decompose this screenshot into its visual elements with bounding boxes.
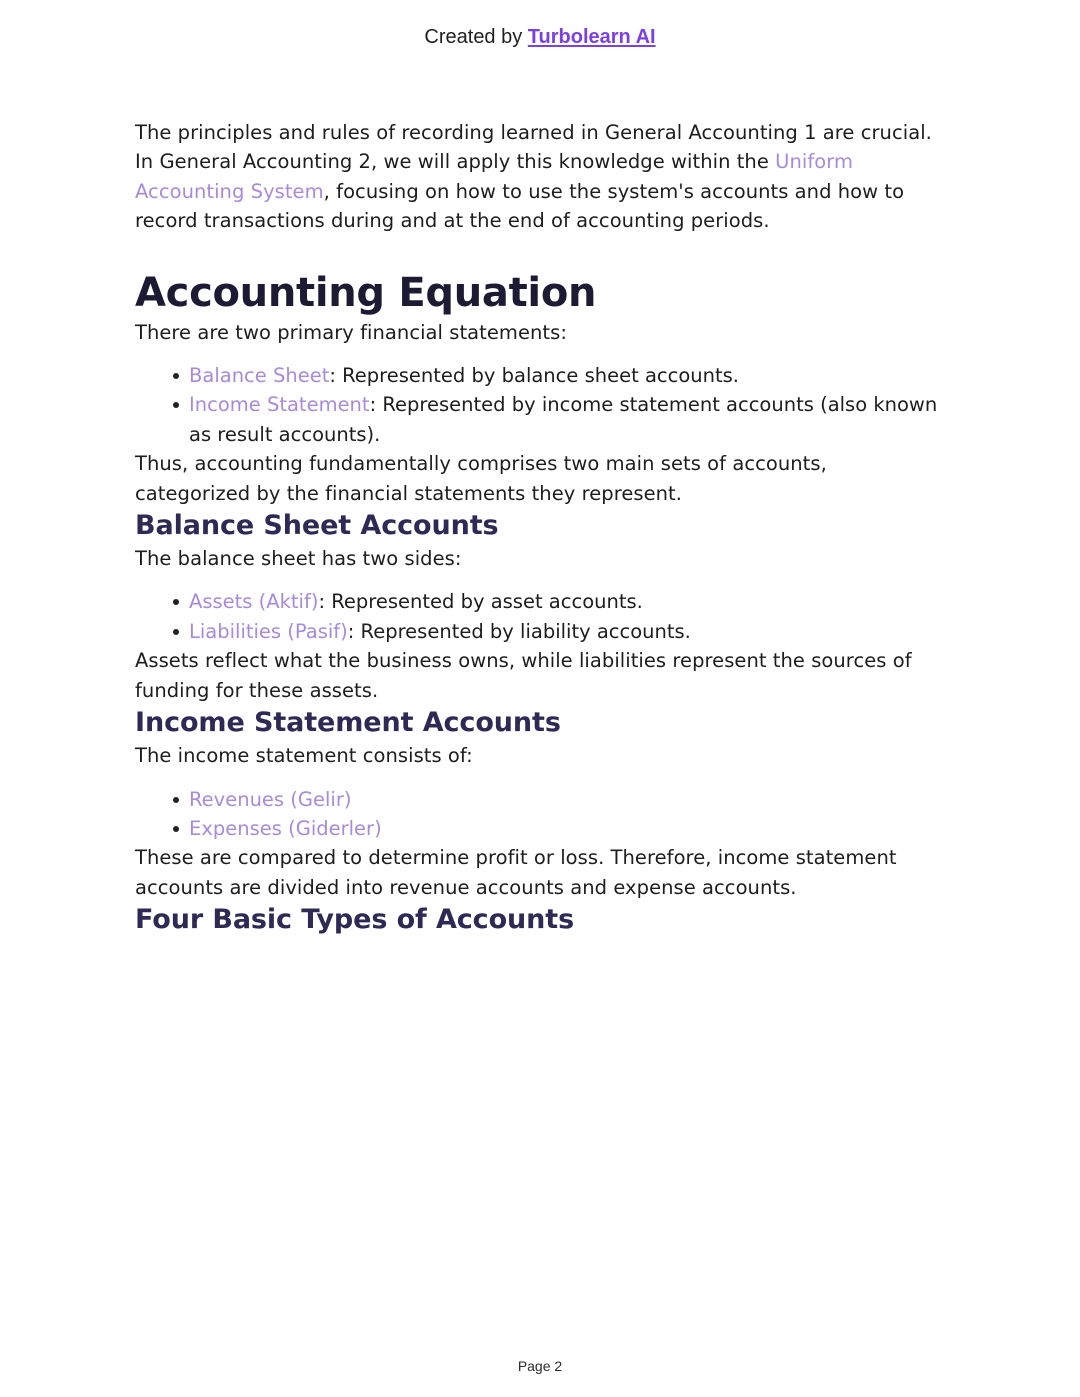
list-item-term: Income Statement — [189, 393, 370, 417]
balance-sheet-intro: The balance sheet has two sides: — [135, 547, 462, 571]
list-item-term: Assets (Aktif) — [189, 590, 319, 614]
balance-sheet-summary: Assets reflect what the business owns, while liabilities represent the sources of funding for these assets. — [135, 649, 912, 702]
list-item-description: : Represented by asset accounts. — [318, 590, 643, 614]
balance-sheet-sides-list — [135, 587, 947, 646]
section-heading-four-basic-types-of-accounts: Four Basic Types of Accounts — [135, 904, 575, 936]
uniform-accounting-system-term: Uniform Accounting System — [135, 150, 853, 203]
financial-statements-list — [135, 361, 947, 449]
list-item — [173, 587, 947, 616]
intro-text-part2: , focusing on how to use the system's accounts and how to record transactions during and at the end of accounting periods. — [135, 179, 905, 233]
financial-statements-summary: Thus, accounting fundamentally comprises two main sets of accounts, categorized by the financial statements they represent. — [135, 452, 827, 505]
intro-text-part1: The principles and rules of recording learned in General Accounting 1 are crucial. In General Accounting 2, we will apply this knowledge within the — [135, 121, 932, 174]
list-item — [173, 814, 947, 843]
list-item-description: : Represented by liability accounts. — [347, 619, 691, 643]
list-item — [173, 390, 947, 449]
list-item — [173, 617, 947, 646]
page-number-footer: Page 2 — [517, 1358, 563, 1374]
income-statement-intro: The income statement consists of: — [135, 744, 473, 768]
section-heading-balance-sheet-accounts: Balance Sheet Accounts — [135, 510, 499, 542]
document-header — [0, 24, 1080, 50]
income-statement-parts-list — [135, 785, 947, 844]
list-item-description: : Represented by income statement accounts (also known as result accounts). — [189, 393, 938, 446]
turbolearn-brand-link[interactable]: Turbolearn AI — [527, 26, 656, 48]
income-statement-summary: These are compared to determine profit or loss. Therefore, income statement accounts are divided into revenue accounts and expense accounts. — [135, 846, 897, 899]
list-item — [173, 361, 947, 390]
list-item — [173, 785, 947, 814]
list-item-description: : Represented by balance sheet accounts. — [329, 364, 739, 388]
document-content — [135, 118, 947, 938]
header-prefix-text: Created by — [424, 26, 528, 48]
financial-statements-intro: There are two primary financial statements: — [135, 320, 567, 344]
intro-paragraph — [135, 118, 947, 236]
list-item-term: Revenues (Gelir) — [189, 787, 352, 811]
page-title-accounting-equation: Accounting Equation — [135, 269, 597, 316]
list-item-term: Balance Sheet — [189, 364, 330, 388]
list-item-term: Liabilities (Pasif) — [189, 619, 348, 643]
list-item-term: Expenses (Giderler) — [189, 816, 382, 840]
section-heading-income-statement-accounts: Income Statement Accounts — [135, 707, 561, 739]
